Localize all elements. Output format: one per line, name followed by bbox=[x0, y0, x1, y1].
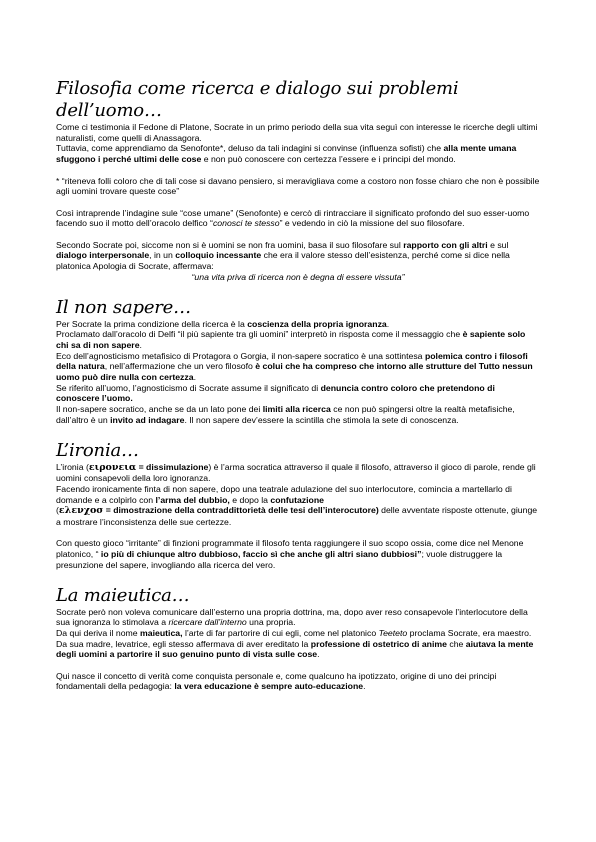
paragraph: Il non-sapere socratico, anche se da un lato pone dei limiti alla ricerca ce non può spingersi oltre la realtà metafisiche, dall’altro è un invito ad indagare. Il non sapere dev’essere la scintilla che stimola la sete di conoscenza. bbox=[56, 404, 515, 425]
paragraph: Come ci testimonia il Fedone di Platone, Socrate in un primo periodo della sua vita seguì con interesse le ricerche degli ultimi naturalisti, come quelli di Anassagora. bbox=[56, 122, 538, 143]
paragraph: Da qui deriva il nome maieutica, l’arte di far partorire di cui egli, come nel platonico Teeteto proclama Socrate, era maestro. bbox=[56, 627, 532, 638]
paragraph: Da sua madre, levatrice, egli stesso affermava di aver ereditato la professione di ostetrico di anime che aiutava la mente degli uomini a partorire il suo genuino punto di vista sulle cose. bbox=[56, 638, 534, 660]
paragraph: Socrate però non voleva comunicare dall’esterno una propria dottrina, ma, dopo aver reso consapevole l’interlocutore della sua ignoranza lo stimolava a ricercare dall’interno una propria. bbox=[56, 606, 528, 628]
footnote: * “riteneva folli coloro che di tali cose si davano pensiero, si meravigliava come a costoro non fosse chiaro che non è possibile agli uomini trovare queste cose” bbox=[56, 175, 540, 197]
paragraph: Qui nasce il concetto di verità come conquista personale e, come qualcuno ha ipotizzato, origine di uno dei principi fondamentali della pedagogia: la vera educazione è sempre auto-educazione. bbox=[56, 670, 497, 692]
paragraph: (ελενχοσ = dimostrazione della contraddittorietà delle tesi dell’interocutore) delle avventate risposte ottenute, giunge a mostrare l’inconsistenza delle sue certezze. bbox=[56, 505, 538, 528]
paragraph: Se riferito all’uomo, l’agnosticismo di Socrate assume il significato di denuncia contro coloro che pretendono di conoscere l’uomo. bbox=[56, 382, 495, 404]
section-title-filosofia: Filosofia come ricerca e dialogo sui problemi dell’uomo… bbox=[56, 78, 459, 121]
quote: “una vita priva di ricerca non è degna di essere vissuta” bbox=[191, 271, 405, 282]
section-title-ironia: L’ironia… bbox=[56, 439, 139, 461]
paragraph: Per Socrate la prima condizione della ricerca è la coscienza della propria ignoranza. bbox=[56, 318, 390, 329]
paragraph: Secondo Socrate poi, siccome non si è uomini se non fra uomini, basa il suo filosofare sul rapporto con gli altri e sul dialogo interpersonale, in un colloquio incessante che era il valore stesso dell’esistenza, perché come si dice nella platonica Apologia di Socrate, affermava: bbox=[56, 239, 510, 272]
paragraph: Facendo ironicamente finta di non sapere, dopo una teatrale adulazione del suo interlocutore, comincia a martellarlo di domande e a colpirlo con l’arma del dubbio, e dopo la confutazione bbox=[56, 483, 512, 505]
paragraph: Così intraprende l’indagine sule “cose umane” (Senofonte) e cercò di rintracciare il significato profondo del suo esser-uomo facendo suo il motto dell’oracolo delfico “conosci te stesso” e vedendo in ciò la missione del suo filosofare. bbox=[56, 207, 530, 229]
section-title-maieutica: La maieutica… bbox=[56, 584, 190, 606]
paragraph: L’ironia (ειρονεια = dissimulazione) è l’arma socratica attraverso il quale il filosofo, attraverso il gioco di parole, rende gli uomini consapevoli della loro ignoranza. bbox=[56, 461, 536, 484]
paragraph: Tuttavia, come apprendiamo da Senofonte*, deluso da tali indagini si convinse (influenza sofisti) che alla mente umana sfuggono i perché ultimi delle cose e non può conoscere con certezza l’essere e i principi del mondo. bbox=[56, 143, 517, 165]
document-page bbox=[56, 78, 540, 692]
section-title-non-sapere: Il non sapere… bbox=[56, 296, 191, 318]
paragraph: Con questo gioco “irritante” di finzioni programmate il filosofo tenta raggiungere il suo scopo ossia, come dice nel Menone platonico, “ io più di chiunque altro dubbioso, faccio sì che anche gli altri siano dubbiosi”; vuole distruggere la presunzione del sapere, invogliando alla ricerca del vero. bbox=[56, 538, 524, 570]
paragraph: Eco dell’agnosticismo metafisico di Protagora o Gorgia, il non-sapere socratico è una sottintesa polemica contro i filosofi della natura, nell’affermazione che un vero filosofo è colui che ha compreso che intorno alle strutture del Tutto nessun uomo può dire nulla con certezza. bbox=[56, 350, 533, 383]
paragraph: Proclamato dall’oracolo di Delfi “il più sapiente tra gli uomini” interpretò in risposta come il messaggio che è sapiente solo chi sa di non sapere. bbox=[56, 329, 526, 350]
